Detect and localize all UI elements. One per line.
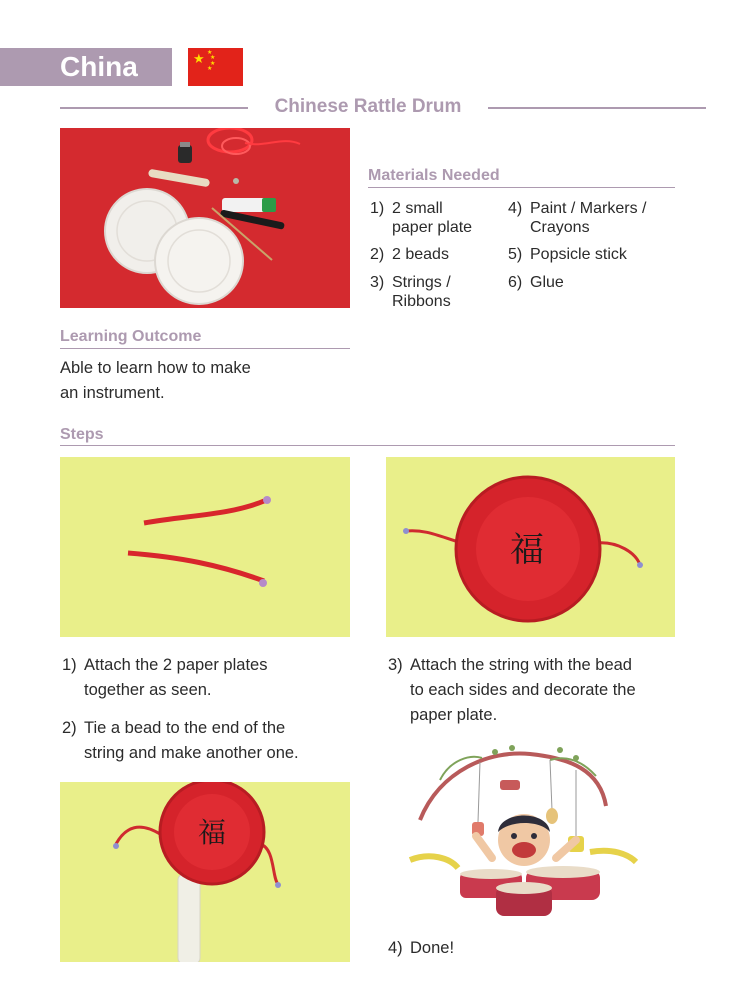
step-number: 2) bbox=[62, 719, 77, 737]
material-text-line: Glue bbox=[530, 274, 564, 291]
materials-heading-rule bbox=[368, 187, 675, 188]
step-item bbox=[388, 653, 688, 728]
material-item bbox=[370, 199, 500, 239]
step-number: 4) bbox=[388, 939, 403, 957]
material-text-line: Strings / bbox=[392, 274, 451, 291]
learning-outcome-rule bbox=[60, 348, 350, 349]
material-number: 3) bbox=[370, 274, 385, 291]
material-item bbox=[508, 245, 678, 265]
material-number: 2) bbox=[370, 246, 385, 263]
step-text-line: together as seen. bbox=[84, 681, 212, 699]
material-item bbox=[508, 199, 678, 239]
title-rule-left bbox=[60, 107, 248, 109]
material-number: 6) bbox=[508, 274, 523, 291]
step-text-line: to each sides and decorate the bbox=[410, 681, 636, 699]
learning-outcome-heading: Learning Outcome bbox=[60, 328, 202, 345]
material-text-line: Paint / Markers / bbox=[530, 200, 647, 217]
step-text-line: Attach the 2 paper plates bbox=[84, 656, 268, 674]
material-text-line: Popsicle stick bbox=[530, 246, 627, 263]
learning-outcome-line: Able to learn how to make bbox=[60, 359, 251, 377]
fu-character: 福 bbox=[198, 816, 227, 849]
step-text-line: paper plate. bbox=[410, 706, 498, 724]
flag-small-star-icon: ★ bbox=[207, 66, 213, 72]
step-ribbons-photo bbox=[60, 457, 350, 637]
step-item bbox=[62, 653, 352, 703]
step-item bbox=[388, 936, 588, 961]
material-text-line: 2 beads bbox=[392, 246, 449, 263]
china-flag-icon bbox=[188, 48, 243, 86]
flag-small-star-icon: ★ bbox=[207, 50, 213, 56]
material-text-line: Ribbons bbox=[392, 293, 451, 310]
flag-small-star-icon: ★ bbox=[210, 61, 216, 67]
step-drum-photo bbox=[386, 457, 675, 637]
material-item bbox=[370, 245, 500, 265]
material-text-line: paper plate bbox=[392, 219, 473, 236]
steps-heading: Steps bbox=[60, 426, 104, 443]
step-text-line: Done! bbox=[410, 939, 455, 957]
page-title: Chinese Rattle Drum bbox=[274, 96, 462, 117]
country-name: China bbox=[60, 51, 138, 82]
fu-character: 福 bbox=[510, 530, 544, 570]
materials-photo bbox=[60, 128, 350, 308]
flag-small-star-icon: ★ bbox=[210, 55, 216, 61]
steps-heading-rule bbox=[60, 445, 675, 446]
material-number: 5) bbox=[508, 246, 523, 263]
step-item bbox=[62, 716, 352, 766]
title-rule-right bbox=[488, 107, 706, 109]
step-number: 3) bbox=[388, 656, 403, 674]
step-text-line: string and make another one. bbox=[84, 744, 299, 762]
materials-heading: Materials Needed bbox=[368, 167, 500, 184]
step-text-line: Attach the string with the bead bbox=[410, 656, 632, 674]
material-number: 4) bbox=[508, 200, 523, 217]
flag-large-star-icon: ★ bbox=[193, 51, 205, 66]
child-drummer-illustration bbox=[400, 740, 650, 930]
material-item bbox=[370, 273, 500, 313]
finished-drum-photo bbox=[60, 782, 350, 962]
step-number: 1) bbox=[62, 656, 77, 674]
material-text-line: 2 small bbox=[392, 200, 443, 217]
learning-outcome-line: an instrument. bbox=[60, 384, 165, 402]
material-item bbox=[508, 273, 678, 293]
step-text-line: Tie a bead to the end of the bbox=[84, 719, 286, 737]
material-text-line: Crayons bbox=[530, 219, 590, 236]
material-number: 1) bbox=[370, 200, 385, 217]
